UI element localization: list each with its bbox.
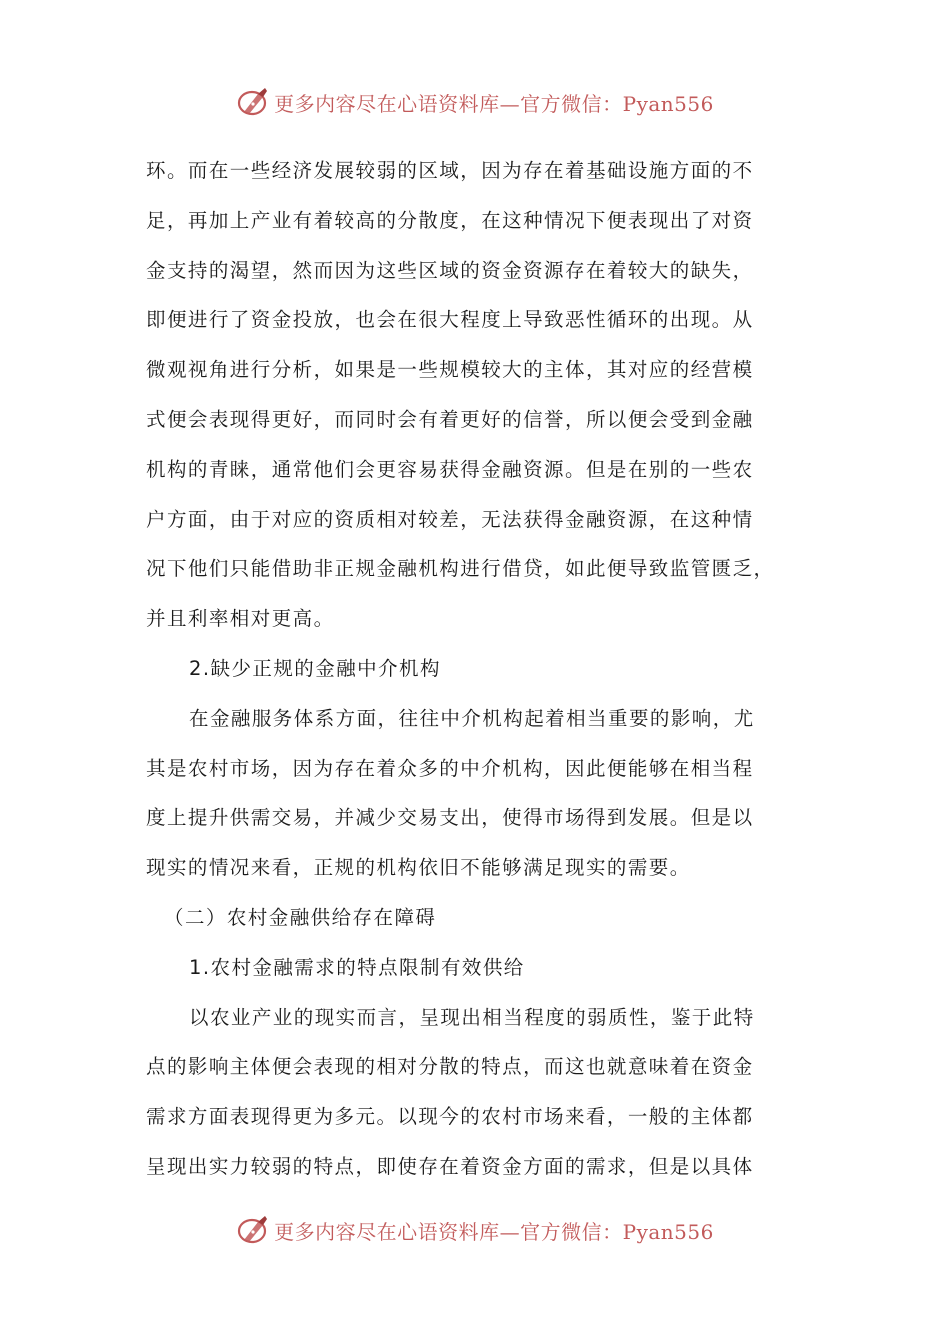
- body-line: 式便会表现得更好，而同时会有着更好的信誉，所以便会受到金融: [146, 407, 754, 431]
- body-line: 需求方面表现得更为多元。以现今的农村市场来看，一般的主体都: [146, 1105, 754, 1129]
- body-line: 环。而在一些经济发展较弱的区域，因为存在着基础设施方面的不: [146, 159, 754, 182]
- pen-nib-logo-icon: [236, 85, 270, 119]
- watermark-text: 更多内容尽在心语资料库—官方微信：Pyan556: [274, 91, 714, 116]
- body-line: 度上提升供需交易，并减少交易支出，使得市场得到发展。但是以: [146, 806, 754, 830]
- footer-watermark: [0, 1210, 950, 1250]
- body-line: 点的影响主体便会表现的相对分散的特点，而这也就意味着在资金: [146, 1055, 754, 1079]
- body-line: 即便进行了资金投放，也会在很大程度上导致恶性循环的出现。从: [146, 308, 754, 332]
- body-line: 以农业产业的现实而言，呈现出相当程度的弱质性，鉴于此特: [189, 1005, 755, 1029]
- pen-nib-logo-icon: [236, 1213, 270, 1247]
- header-watermark: [0, 82, 950, 122]
- body-line: 呈现出实力较弱的特点，即使存在着资金方面的需求，但是以具体: [146, 1154, 754, 1178]
- document-body: [146, 146, 826, 1192]
- section-heading: 1.农村金融需求的特点限制有效供给: [189, 955, 525, 979]
- body-line: 户方面，由于对应的资质相对较差，无法获得金融资源，在这种情: [146, 507, 754, 531]
- body-line: 其是农村市场，因为存在着众多的中介机构，因此便能够在相当程: [146, 756, 754, 780]
- watermark-text: 更多内容尽在心语资料库—官方微信：Pyan556: [274, 1219, 714, 1244]
- body-line: 现实的情况来看，正规的机构依旧不能够满足现实的需要。: [146, 856, 691, 880]
- body-line: 在金融服务体系方面，往往中介机构起着相当重要的影响，尤: [189, 706, 755, 730]
- body-line: 金支持的渴望，然而因为这些区域的资金资源存在着较大的缺失，: [146, 258, 754, 282]
- body-line: 况下他们只能借助非正规金融机构进行借贷，如此便导致监管匮乏，: [146, 557, 775, 581]
- body-line: 足，再加上产业有着较高的分散度，在这种情况下便表现出了对资: [146, 208, 754, 232]
- body-line: 机构的青睐，通常他们会更容易获得金融资源。但是在别的一些农: [146, 457, 754, 481]
- section-heading: 2.缺少正规的金融中介机构: [189, 656, 441, 680]
- body-line: 并且利率相对更高。: [146, 607, 335, 631]
- body-line: 微观视角进行分析，如果是一些规模较大的主体，其对应的经营模: [146, 358, 754, 382]
- section-heading: （二）农村金融供给存在障碍: [164, 905, 437, 929]
